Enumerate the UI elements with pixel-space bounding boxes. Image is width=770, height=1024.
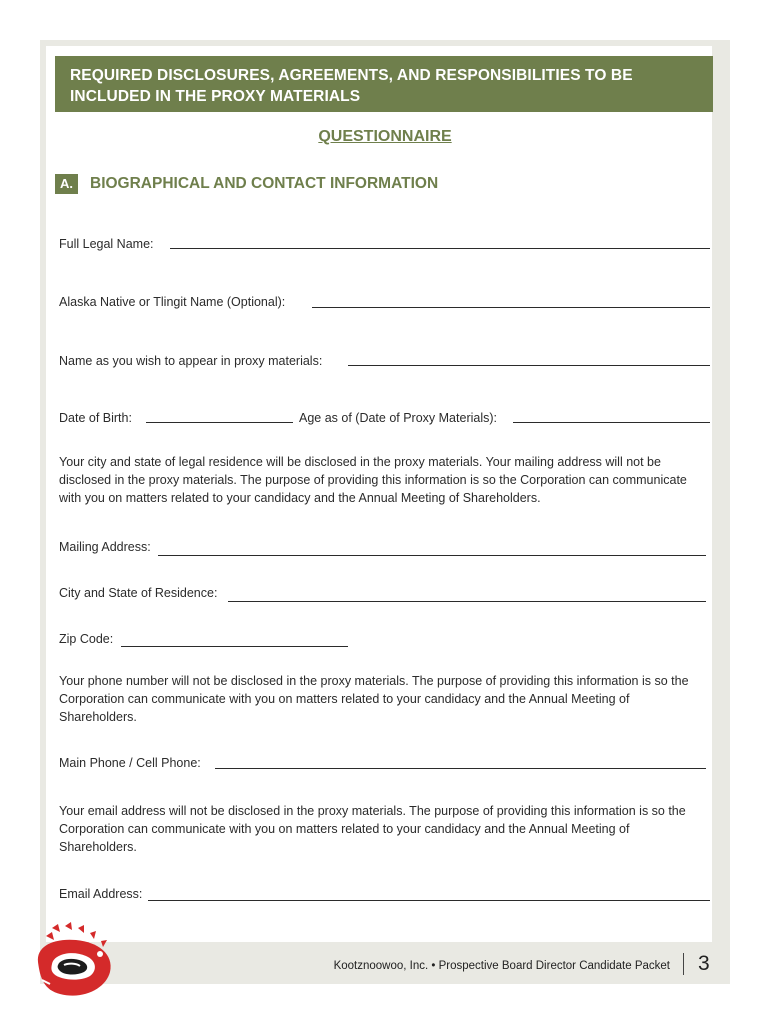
email-label: Email Address: — [59, 887, 143, 901]
phone-note: Your phone number will not be disclosed in the proxy materials. The purpose of providing this information is so the Corporation can communicate with you on matters related to your candidacy and the Annual Meeting of Shareholders. — [59, 674, 689, 724]
form-title: QUESTIONNAIRE — [318, 128, 452, 145]
footer-text: Kootznoowoo, Inc. • Prospective Board Director Candidate Packet — [333, 960, 670, 972]
zip-field[interactable] — [121, 646, 348, 647]
native-name-label: Alaska Native or Tlingit Name (Optional): — [59, 295, 286, 309]
page-number: 3 — [698, 952, 710, 975]
age-label: Age as of (Date of Proxy Materials): — [299, 411, 497, 425]
section-title: BIOGRAPHICAL AND CONTACT INFORMATION — [90, 175, 439, 192]
footer-divider — [683, 953, 684, 975]
native-name-field[interactable] — [312, 307, 710, 308]
dob-label: Date of Birth: — [59, 411, 132, 425]
mailing-address-label: Mailing Address: — [59, 540, 151, 554]
zip-label: Zip Code: — [59, 632, 114, 646]
header-banner — [55, 56, 713, 112]
bear-paw-logo-icon — [32, 922, 120, 1002]
dob-field[interactable] — [146, 422, 293, 423]
city-state-label: City and State of Residence: — [59, 586, 218, 600]
proxy-name-label: Name as you wish to appear in proxy materials: — [59, 354, 323, 368]
phone-field[interactable] — [215, 768, 706, 769]
proxy-name-field[interactable] — [348, 365, 710, 366]
city-state-field[interactable] — [228, 601, 706, 602]
email-field[interactable] — [148, 900, 710, 901]
full-legal-name-field[interactable] — [170, 248, 710, 249]
mailing-address-field[interactable] — [158, 555, 706, 556]
full-legal-name-label: Full Legal Name: — [59, 237, 154, 251]
age-field[interactable] — [513, 422, 710, 423]
residence-note: Your city and state of legal residence will be disclosed in the proxy materials. Your mailing address will not be disclosed in the proxy materials. The purpose of providing this information is so the Corporation can communicate with you on matters related to your candidacy and the Annual Meeting of Shareholders. — [59, 455, 687, 505]
section-letter: A. — [55, 174, 78, 194]
email-note: Your email address will not be disclosed in the proxy materials. The purpose of providing this information is so the Corporation can communicate with you on matters related to your candidacy and the Annual Meeting of Shareholders. — [59, 804, 686, 854]
phone-label: Main Phone / Cell Phone: — [59, 756, 201, 770]
banner-heading: REQUIRED DISCLOSURES, AGREEMENTS, AND RESPONSIBILITIES TO BE INCLUDED IN THE PROXY MATERIALS — [70, 67, 633, 105]
